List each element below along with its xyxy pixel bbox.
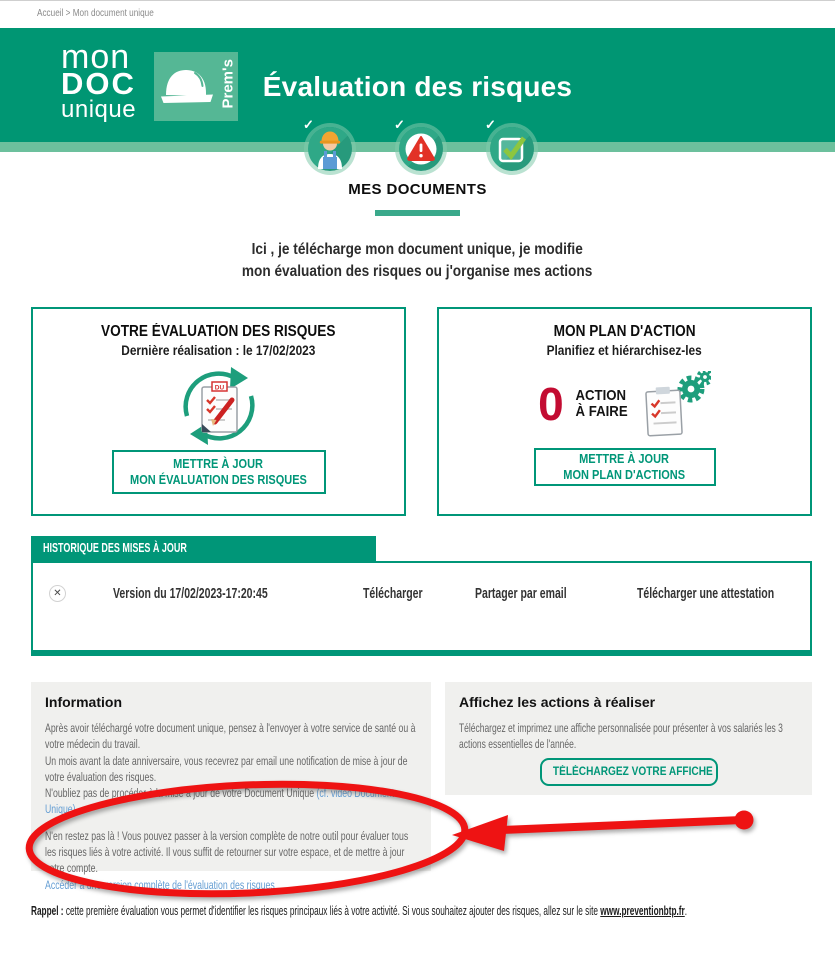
intro-line-2: mon évaluation des risques ou j'organise mes actions	[242, 263, 593, 280]
update-evaluation-line1: METTRE À JOUR	[173, 457, 264, 471]
worker-icon	[308, 127, 352, 171]
plan-card-title: MON PLAN D'ACTION	[553, 323, 696, 340]
warning-icon	[399, 127, 443, 171]
evaluation-card-title: VOTRE ÉVALUATION DES RISQUES	[101, 323, 336, 340]
update-plan-line2: MON PLAN D'ACTIONS	[563, 468, 686, 482]
step-done-check-icon: ✓	[394, 117, 405, 132]
step-done-check-icon: ✓	[485, 117, 496, 132]
share-email-link[interactable]: Partager par email	[475, 585, 567, 602]
logo-badge-label: Prem's	[219, 59, 237, 109]
actions-count-row	[439, 371, 810, 437]
history-tab	[31, 536, 376, 561]
plan-card	[437, 307, 812, 516]
logo-line-unique: unique	[61, 96, 137, 123]
evaluation-card	[31, 307, 406, 516]
page-title: Évaluation des risques	[262, 71, 573, 102]
top-divider	[0, 0, 835, 1]
info-paragraph-3: N'oubliez pas de procéder à la mise à jour de votre Document Unique	[45, 786, 317, 801]
poster-text: Téléchargez et imprimez une affiche personnalisée pour présenter à vos salariés les 3 actions essentielles de l'année.	[459, 721, 783, 752]
svg-text:DU: DU	[214, 384, 224, 392]
evaluation-card-subtitle: Dernière réalisation : le 17/02/2023	[121, 343, 316, 358]
checkbox-icon	[490, 127, 534, 171]
logo-line-doc: DOC	[61, 66, 136, 101]
red-arrow-origin-dot	[735, 811, 754, 830]
step-done-check-icon: ✓	[303, 117, 314, 132]
update-plan-button[interactable]	[534, 448, 716, 486]
update-plan-line1: METTRE À JOUR	[579, 452, 670, 466]
upgrade-paragraph: N'en restez pas là ! Vous pouvez passer à la version complète de notre outil pour évaluer tous les risques liés à votre activité. Il vous suffit de retourner sur votre espace, et de mettre à jour votre compte.	[45, 828, 409, 876]
history-title: HISTORIQUE DES MISES À JOUR	[43, 541, 187, 555]
red-arrow-shaft	[502, 820, 742, 830]
step-documents	[485, 117, 534, 171]
footer-label: Rappel :	[31, 904, 64, 918]
preventionbtp-link[interactable]: www.preventionbtp.fr	[600, 904, 685, 918]
footer-reminder: Rappel : cette première évaluation vous permet d'identifier les risques principaux liés à votre activité. Si vous souhaitez ajouter des risques, allez sur le site www.preventionbtp.fr.	[31, 904, 688, 918]
task-gears-icon	[639, 371, 711, 437]
poster-box	[445, 682, 812, 795]
plan-card-subtitle: Planifiez et hiérarchisez-les	[546, 343, 703, 358]
information-box	[31, 682, 431, 892]
history-panel	[31, 561, 812, 656]
section-underline	[375, 210, 460, 216]
actions-count-label: ACTION À FAIRE	[575, 387, 628, 420]
step-risks	[394, 117, 443, 171]
update-evaluation-button[interactable]	[112, 450, 326, 494]
intro-line-1: Ici , je télécharge mon document unique, je modifie	[251, 241, 584, 258]
update-evaluation-line2: MON ÉVALUATION DES RISQUES	[130, 473, 307, 487]
download-poster-button[interactable]: TÉLÉCHARGEZ VOTRE AFFICHE	[540, 758, 718, 786]
refresh-document-icon	[173, 364, 265, 448]
section-title: MES DOCUMENTS	[348, 181, 487, 198]
info-paragraph-1: Après avoir téléchargé votre document unique, pensez à l'envoyer à votre service de santé ou à votre médecin du travail.	[45, 721, 416, 752]
step-worker	[303, 117, 352, 171]
footer-text: cette première évaluation vous permet d'identifier les risques principaux liés à votre activité. Si vous souhaitez ajouter des risques, allez sur le site	[63, 904, 601, 918]
video-document-unique-link[interactable]: (cf. vidéo Document Unique)	[45, 786, 395, 817]
history-version: Version du 17/02/2023-17:20:45	[113, 585, 268, 602]
close-icon[interactable]: ✕	[49, 585, 66, 602]
information-title: Information	[45, 694, 122, 710]
poster-title: Affichez les actions à réaliser	[459, 694, 656, 710]
full-version-link[interactable]: Accéder à une version complète de l'évaluation des risques	[45, 877, 275, 892]
info-paragraph-2: Un mois avant la date anniversaire, vous recevrez par email une notification de mise à jour de votre évaluation des risques.	[45, 753, 408, 784]
breadcrumb[interactable]: Accueil > Mon document unique	[37, 7, 154, 19]
red-arrow-head	[452, 815, 508, 851]
information-text	[45, 720, 421, 893]
actions-count: 0	[538, 378, 564, 430]
download-link[interactable]: Télécharger	[363, 585, 423, 602]
download-attestation-link[interactable]: Télécharger une attestation	[637, 585, 775, 602]
logo-line-mon: mon	[61, 38, 131, 76]
intro-text	[0, 239, 835, 283]
